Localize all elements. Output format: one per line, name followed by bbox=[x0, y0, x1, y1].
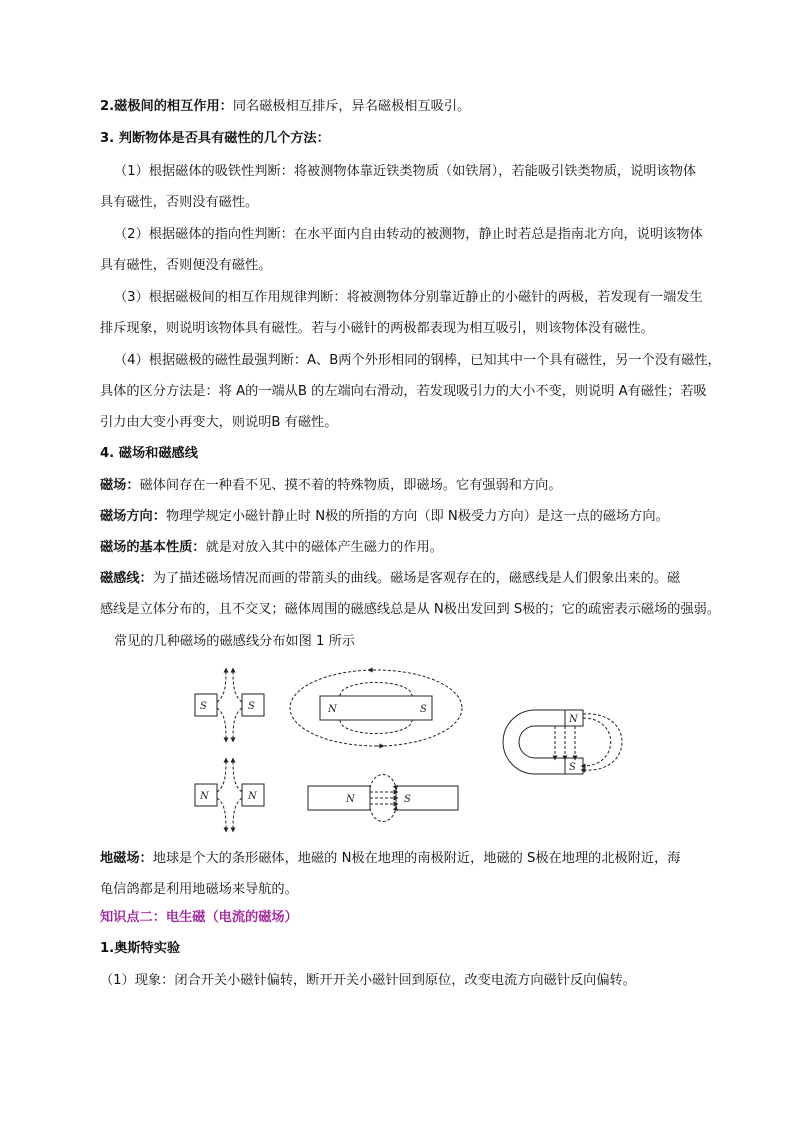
field-lines-text-2: 感线是立体分布的，且不交叉；磁体周围的磁感线总是从 N极出发回到 S极的；它的疏密表示磁场的强弱。 bbox=[100, 602, 721, 617]
method-4-line-2: 具体的区分方法是：将 A的一端从B 的左端向右滑动，若发现吸引力的大小不变，则说明 A有磁性；若吸 bbox=[100, 384, 707, 399]
field-direction-text: 物理学规定小磁针静止时 N极的所指的方向（即 N极受力方向）是这一点的磁场方向。 bbox=[165, 509, 669, 524]
method-1-line-1: （1）根据磁体的吸铁性判断：将被测物体靠近铁类物质（如铁屑），若能吸引铁类物质，说明该物体 bbox=[114, 164, 697, 179]
earth-field-definition bbox=[100, 848, 681, 870]
label-s-right-top: S bbox=[248, 701, 255, 712]
method-2-line-1: （2）根据磁体的指向性判断：在水平面内自由转动的被测物，静止时若总是指南北方向，说明该物体 bbox=[114, 227, 703, 242]
method-4-line-3: 引力由大变小再变大，则说明B 有磁性。 bbox=[100, 415, 338, 430]
field-lines-diagram bbox=[190, 660, 640, 840]
unlike-poles-n-s bbox=[308, 775, 458, 822]
magnetic-field-label: 磁场： bbox=[100, 478, 140, 493]
bar-magnet-field bbox=[290, 670, 462, 746]
section-4-heading: 4. 磁场和磁感线 bbox=[100, 446, 198, 461]
section-2-text: 同名磁极相互排斥，异名磁极相互吸引。 bbox=[232, 99, 471, 114]
common-fields-caption: 常见的几种磁场的磁感线分布如图 1 所示 bbox=[114, 634, 355, 649]
field-lines-definition bbox=[100, 568, 680, 590]
section-3-heading: 3. 判断物体是否具有磁性的几个方法： bbox=[100, 131, 330, 146]
field-nature-text: 就是对放入其中的磁体产生磁力的作用。 bbox=[205, 540, 443, 555]
method-3-line-2: 排斥现象，则说明该物体具有磁性。若与小磁针的两极都表现为相互吸引，则该物体没有磁性。 bbox=[100, 321, 654, 336]
oersted-phenomenon: （1）现象：闭合开关小磁针偏转，断开开关小磁针回到原位，改变电流方向磁针反向偏转。 bbox=[100, 973, 636, 988]
section-2 bbox=[100, 96, 470, 118]
label-bar-s: S bbox=[420, 704, 427, 715]
earth-field-label: 地磁场： bbox=[100, 851, 153, 866]
magnetic-field-definition bbox=[100, 475, 562, 497]
field-nature-label: 磁场的基本性质： bbox=[100, 540, 206, 555]
horseshoe-magnet-field bbox=[503, 710, 622, 774]
oersted-heading: 1.奥斯特实验 bbox=[100, 941, 181, 956]
field-direction-label: 磁场方向： bbox=[100, 509, 166, 524]
field-lines-text-1: 为了描述磁场情况而画的带箭头的曲线。磁场是客观存在的，磁感线是人们假象出来的。磁 bbox=[152, 571, 681, 586]
method-3-line-1: （3）根据磁极间的相互作用规律判断：将被测物体分别靠近静止的小磁针的两极，若发现有一端发生 bbox=[114, 290, 703, 305]
magnetic-field-figure bbox=[190, 660, 640, 840]
knowledge-point-2-heading: 知识点二：电生磁（电流的磁场） bbox=[100, 910, 298, 925]
method-4-line-1: （4）根据磁极的磁性最强判断：A、B两个外形相同的钢棒，已知其中一个具有磁性，另一个没有磁性， bbox=[114, 353, 721, 368]
label-bar-n: N bbox=[328, 704, 337, 715]
label-n-right-bottom: N bbox=[248, 791, 257, 802]
magnetic-field-text: 磁体间存在一种看不见、摸不着的特殊物质，即磁场。它有强弱和方向。 bbox=[139, 478, 562, 493]
field-lines-label: 磁感线： bbox=[100, 571, 153, 586]
earth-field-text-1: 地球是个大的条形磁体，地磁的 N极在地理的南极附近，地磁的 S极在地理的北极附近，海 bbox=[152, 851, 681, 866]
section-2-heading: 2.磁极间的相互作用： bbox=[100, 99, 233, 114]
field-nature-definition bbox=[100, 537, 443, 559]
label-n-left-bottom: N bbox=[200, 791, 209, 802]
label-horseshoe-s: S bbox=[569, 762, 576, 773]
method-2-line-2: 具有磁性，否则便没有磁性。 bbox=[100, 258, 272, 273]
earth-field-text-2: 龟信鸽都是利用地磁场来导航的。 bbox=[100, 882, 298, 897]
label-attract-s: S bbox=[404, 794, 411, 805]
label-s-left-top: S bbox=[200, 701, 207, 712]
method-1-line-2: 具有磁性，否则没有磁性。 bbox=[100, 195, 259, 210]
label-attract-n: N bbox=[346, 794, 355, 805]
label-horseshoe-n: N bbox=[569, 714, 578, 725]
field-direction-definition bbox=[100, 506, 669, 528]
